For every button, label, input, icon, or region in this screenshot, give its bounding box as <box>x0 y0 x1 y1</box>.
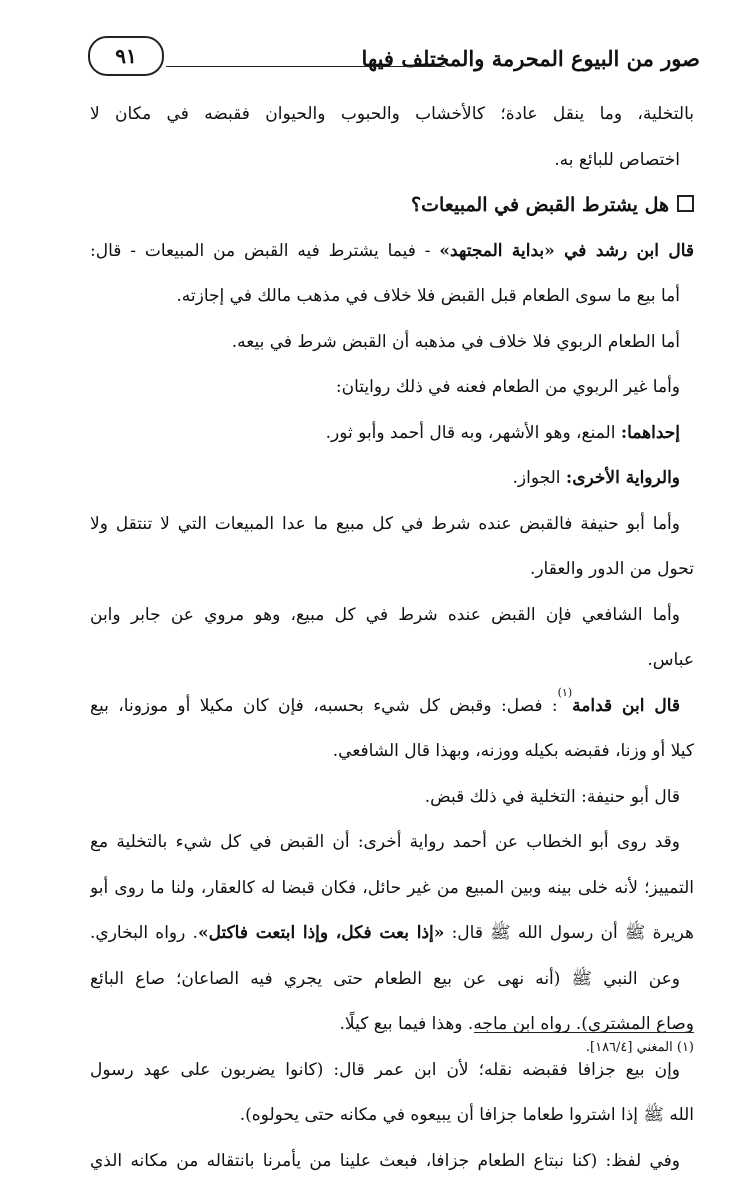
square-bullet-icon <box>677 195 694 212</box>
term-label: والرواية الأخرى: <box>566 468 680 488</box>
quoted-author: قال ابن قدامة <box>572 696 680 716</box>
quoted-author: قال ابن رشد في «بداية المجتهد» <box>439 241 694 261</box>
text-line: وإن بيع جزافا فقبضه نقله؛ لأن ابن عمر قال: (كانوا يضربون على عهد رسول <box>90 1048 694 1094</box>
term-label: إحداهما: <box>621 423 680 443</box>
text-line: وعن النبي ﷺ (أنه نهى عن بيع الطعام حتى يجري فيه الصاعان؛ صاع البائع <box>90 957 694 1003</box>
section-heading-text: هل يشترط القبض في المبيعات؟ <box>411 194 669 216</box>
text-span: المنع، وهو الأشهر، وبه قال أحمد وأبو ثور. <box>326 423 621 443</box>
text-span: . رواه البخاري. <box>90 923 198 943</box>
footnote-rule <box>474 1032 694 1033</box>
page-body <box>90 92 694 1184</box>
text-line <box>90 456 694 502</box>
text-span: الجواز. <box>513 468 566 488</box>
text-line: وقد روى أبو الخطاب عن أحمد رواية أخرى: أن القبض في كل شيء بالتخلية مع <box>90 820 694 866</box>
text-line: اختصاص للبائع به. <box>90 138 694 184</box>
text-line: وفي لفظ: (كنا نبتاع الطعام جزافا، فبعث علينا من يأمرنا بانتقاله من مكانه الذي <box>90 1139 694 1184</box>
text-span: هريرة ﷺ أن رسول الله ﷺ قال: <box>444 923 694 943</box>
page-header <box>88 30 700 86</box>
text-line: وأما الشافعي فإن القبض عنده شرط في كل مبيع، وهو مروي عن جابر وابن <box>90 593 694 639</box>
header-rule <box>166 66 445 67</box>
text-span: : فصل: وقبض كل شيء بحسبه، فإن كان مكيلا أو موزونا، بيع <box>90 696 558 716</box>
text-line: التمييز؛ لأنه خلى بينه وبين المبيع من غير حائل، فكان قبضا له كالعقار، ولنا ما روى أبو <box>90 866 694 912</box>
footnote: (١) المغني [١٨٦/٤]. <box>586 1036 694 1060</box>
text-line: وأما أبو حنيفة فالقبض عنده شرط في كل مبيع ما عدا المبيعات التي لا تنتقل ولا <box>90 502 694 548</box>
text-line: كيلا أو وزنا، فقبضه بكيله ووزنه، وبهذا قال الشافعي. <box>90 729 694 775</box>
text-line: بالتخلية، وما ينقل عادة؛ كالأخشاب والحبوب والحيوان فقبضه في مكان لا <box>90 92 694 138</box>
text-line: أما بيع ما سوى الطعام قبل القبض فلا خلاف في مذهب مالك في إجازته. <box>90 274 694 320</box>
text-line <box>90 684 694 730</box>
page-number-badge: ٩١ <box>88 36 164 76</box>
text-line: الله ﷺ إذا اشتروا طعاما جزافا أن يبيعوه في مكانه حتى يحولوه). <box>90 1093 694 1139</box>
text-line <box>90 911 694 957</box>
hadith-quote: «إذا بعت فكل، وإذا ابتعت فاكتل» <box>198 923 444 943</box>
text-line: وأما غير الربوي من الطعام فعنه في ذلك روايتان: <box>90 365 694 411</box>
text-line <box>90 229 694 275</box>
text-span: - فيما يشترط فيه القبض من المبيعات - قال: <box>90 241 439 261</box>
text-line: قال أبو حنيفة: التخلية في ذلك قبض. <box>90 775 694 821</box>
text-line: تحول من الدور والعقار. <box>90 547 694 593</box>
text-line: وصاع المشتري). رواه ابن ماجه. وهذا فيما بيع كيلًا. <box>90 1002 694 1048</box>
footnote-marker: (١) <box>558 686 573 699</box>
text-line: عباس. <box>90 638 694 684</box>
text-line <box>90 411 694 457</box>
text-line: أما الطعام الربوي فلا خلاف في مذهبه أن القبض شرط في بيعه. <box>90 320 694 366</box>
running-title: صور من البيوع المحرمة والمختلف فيها <box>362 46 700 71</box>
section-heading <box>90 183 694 229</box>
